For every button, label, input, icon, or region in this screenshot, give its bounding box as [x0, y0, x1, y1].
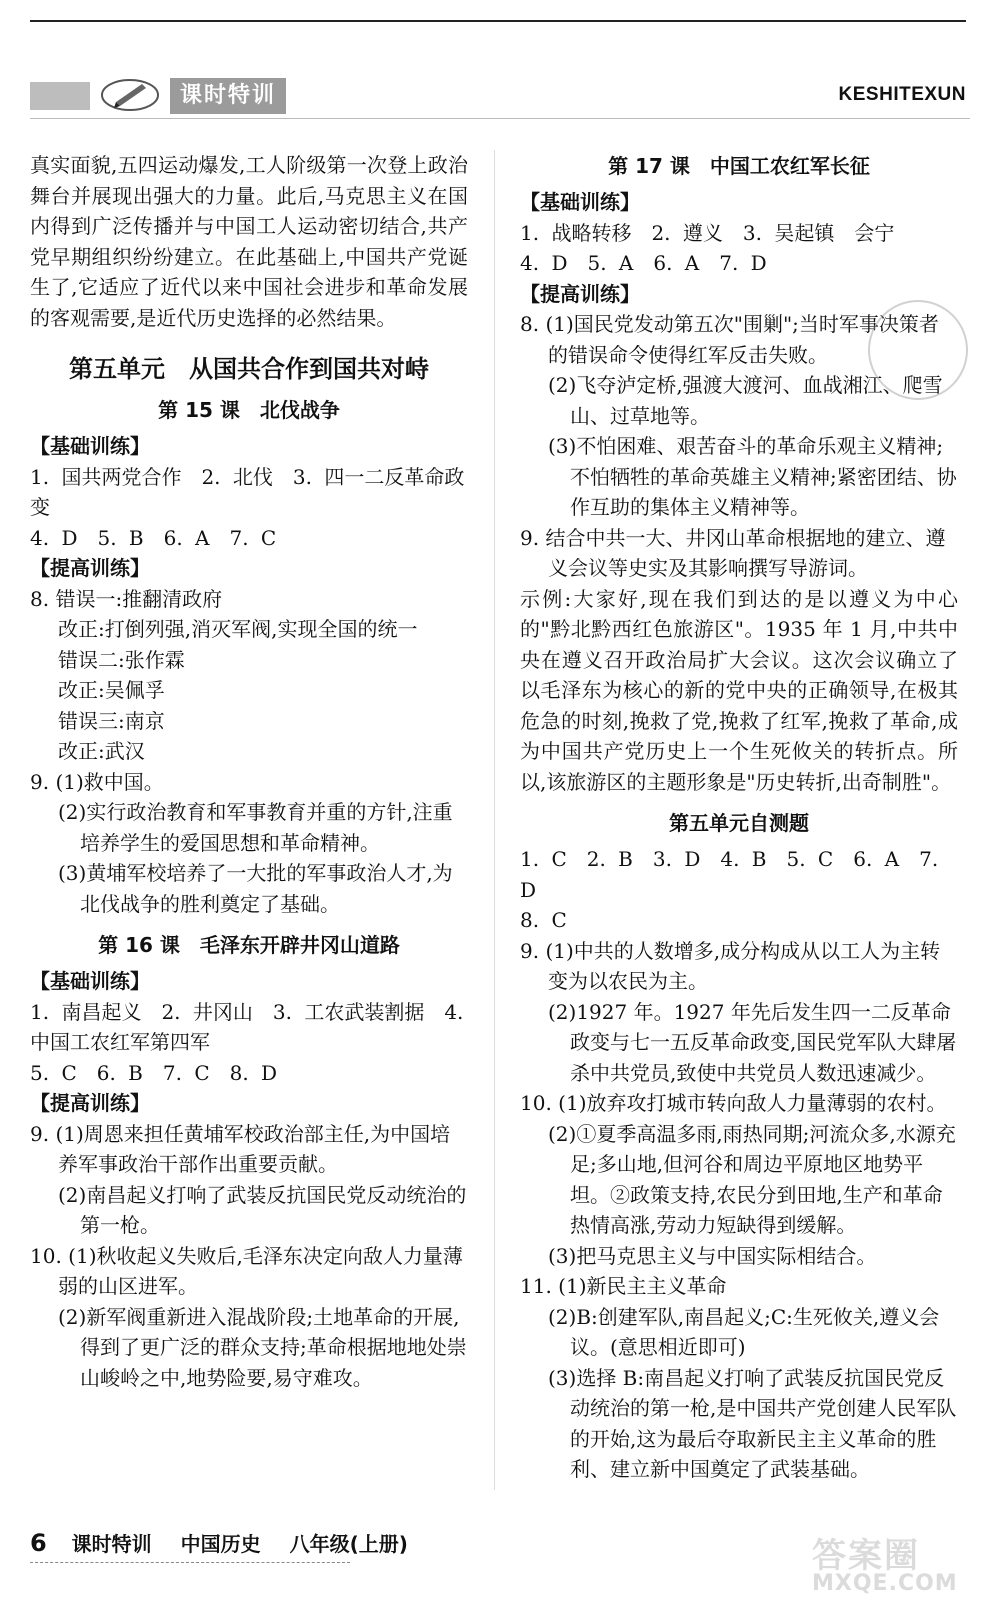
lesson-17-title: 第 17 课 中国工农红军长征	[608, 154, 870, 178]
footer-book: 课时特训	[71, 1532, 152, 1556]
answer-line: 改正:武汉	[58, 739, 145, 763]
answer-line: 11. (1)新民主主义革命	[520, 1274, 727, 1298]
answer-line: (3)黄埔军校培养了一大批的军事政治人才,为北伐战争的胜利奠定了基础。	[58, 861, 453, 916]
answer-line: 10. (1)秋收起义失败后,毛泽东决定向敌人力量薄弱的山区进军。	[30, 1243, 463, 1298]
answer-line: 10. (1)放弃攻打城市转向敌人力量薄弱的农村。	[520, 1091, 947, 1115]
intro-paragraph: 真实面貌,五四运动爆发,工人阶级第一次登上政治舞台并展现出强大的力量。此后,马克思主义在国内得到广泛传播并与中国工人运动密切结合,共产党早期组织纷纷建立。在此基础上,中国共产党诞生了,它适应了近代以来中国社会进步和革命发展的客观需要,是近代历史选择的必然结果。	[30, 153, 468, 330]
basic-training-label: 【基础训练】	[30, 969, 150, 993]
basic-training-label: 【基础训练】	[30, 434, 150, 458]
header-band	[30, 82, 90, 110]
page-number: 6	[30, 1529, 47, 1557]
advanced-training-label: 【提高训练】	[30, 556, 150, 580]
footer-grade: 八年级(上册)	[289, 1532, 408, 1556]
answer-line: 1. 战略转移 2. 遵义 3. 吴起镇 会宁	[520, 220, 895, 245]
unit-test-title: 第五单元自测题	[669, 811, 809, 835]
answer-line: 9. (1)中共的人数增多,成分构成从以工人为主转变为以农民为主。	[520, 938, 941, 993]
top-rule	[30, 20, 966, 22]
unit-title: 第五单元 从国共合作到国共对峙	[69, 355, 429, 383]
answer-line: 改正:打倒列强,消灭军阀,实现全国的统一	[58, 617, 418, 641]
footer-subject: 中国历史	[180, 1532, 261, 1556]
header-title: 课时特训	[170, 78, 286, 114]
answer-line: (2)飞夺泸定桥,强渡大渡河、血战湘江、爬雪山、过草地等。	[548, 373, 943, 428]
left-column	[30, 150, 468, 1393]
advanced-training-label: 【提高训练】	[520, 281, 640, 306]
answer-line: 1. 国共两党合作 2. 北伐 3. 四一二反革命政变	[30, 464, 465, 519]
answer-line: (3)不怕困难、艰苦奋斗的革命乐观主义精神;不怕牺牲的革命英雄主义精神;紧密团结、协作互助的集体主义精神等。	[548, 434, 957, 519]
answer-line: 8. C	[520, 908, 567, 932]
watermark-logo	[812, 1528, 982, 1596]
answer-line: 9. (1)救中国。	[30, 769, 164, 794]
page-footer	[30, 1528, 430, 1557]
answer-line: 1. 南昌起义 2. 井冈山 3. 工农武装割据 4. 中国工农红军第四军	[30, 999, 464, 1054]
answer-line: 9. (1)周恩来担任黄埔军校政治部主任,为中国培养军事政治干部作出重要贡献。	[30, 1121, 451, 1176]
answer-line: (2)新军阀重新进入混战阶段;土地革命的开展,得到了更广泛的群众支持;革命根据地地处崇山峻岭之中,地势险要,易守难攻。	[58, 1304, 467, 1390]
footer-rule	[30, 1562, 350, 1563]
pencil-icon	[98, 76, 162, 114]
answer-line: (2)南昌起义打响了武装反抗国民党反动统治的第一枪。	[58, 1182, 467, 1237]
column-divider	[494, 150, 495, 1490]
answer-line: (2)①夏季高温多雨,雨热同期;河流众多,水源充足;多山地,但河谷和周边平原地区地势平坦。②政策支持,农民分到田地,生产和革命热情高涨,劳动力短缺得到缓解。	[548, 1121, 956, 1237]
answer-line: 8. 错误一:推翻清政府	[30, 586, 223, 611]
page-header	[30, 78, 970, 114]
answer-line: (2)B:创建军队,南昌起义;C:生死攸关,遵义会议。(意思相近即可)	[548, 1304, 940, 1359]
answer-line: 1. C 2. B 3. D 4. B 5. C 6. A 7. D	[520, 847, 939, 902]
lesson-15-title: 第 15 课 北伐战争	[158, 398, 340, 422]
header-brand: KESHITEXUN	[838, 84, 966, 105]
answer-line: (3)把马克思主义与中国实际相结合。	[548, 1243, 877, 1268]
lesson-16-title: 第 16 课 毛泽东开辟井冈山道路	[98, 933, 400, 957]
answer-line: 4. D 5. A 6. A 7. D	[520, 251, 767, 275]
stamp-mark	[868, 300, 968, 400]
answer-line: 5. C 6. B 7. C 8. D	[30, 1060, 278, 1085]
answer-line: 错误三:南京	[58, 708, 165, 733]
answer-line: (2)实行政治教育和军事教育并重的方针,注重培养学生的爱国思想和革命精神。	[58, 800, 453, 855]
answer-line: 4. D 5. B 6. A 7. C	[30, 525, 277, 550]
answer-line: 改正:吴佩孚	[58, 678, 165, 702]
advanced-training-label: 【提高训练】	[30, 1091, 150, 1115]
answer-line: (3)选择 B:南昌起义打响了武装反抗国民党反动统治的第一枪,是中国共产党创建人民军队的开始,这为最后夺取新民主主义革命的胜利、建立新中国奠定了武装基础。	[548, 1365, 957, 1481]
basic-training-label: 【基础训练】	[520, 190, 640, 214]
answer-line: 8. (1)国民党发动第五次"围剿";当时军事决策者的错误命令使得红军反击失败。	[520, 312, 939, 367]
watermark-text: 答案圈	[812, 1536, 920, 1576]
answer-line: (2)1927 年。1927 年先后发生四一二反革命政变与七一五反革命政变,国民党军队大肆屠杀中共党员,致使中共党员人数迅速减少。	[548, 999, 957, 1085]
watermark-url: MXQE.COM	[812, 1571, 958, 1596]
example-paragraph: 示例:大家好,现在我们到达的是以遵义为中心的"黔北黔西红色旅游区"。1935 年 1 月,中共中央在遵义召开政治局扩大会议。这次会议确立了以毛泽东为核心的新的党中央的正确领导,在极其危急的时刻,挽救了党,挽救了红军,挽救了革命,成为中国共产党历史上一个生死攸关的转折点。所以,该旅游区的主题形象是"历史转折,出奇制胜"。	[520, 586, 958, 794]
header-rule	[30, 118, 970, 119]
answer-line: 错误二:张作霖	[58, 647, 185, 672]
answer-line: 9. 结合中共一大、井冈山革命根据地的建立、遵义会议等史实及其影响撰写导游词。	[520, 525, 946, 580]
